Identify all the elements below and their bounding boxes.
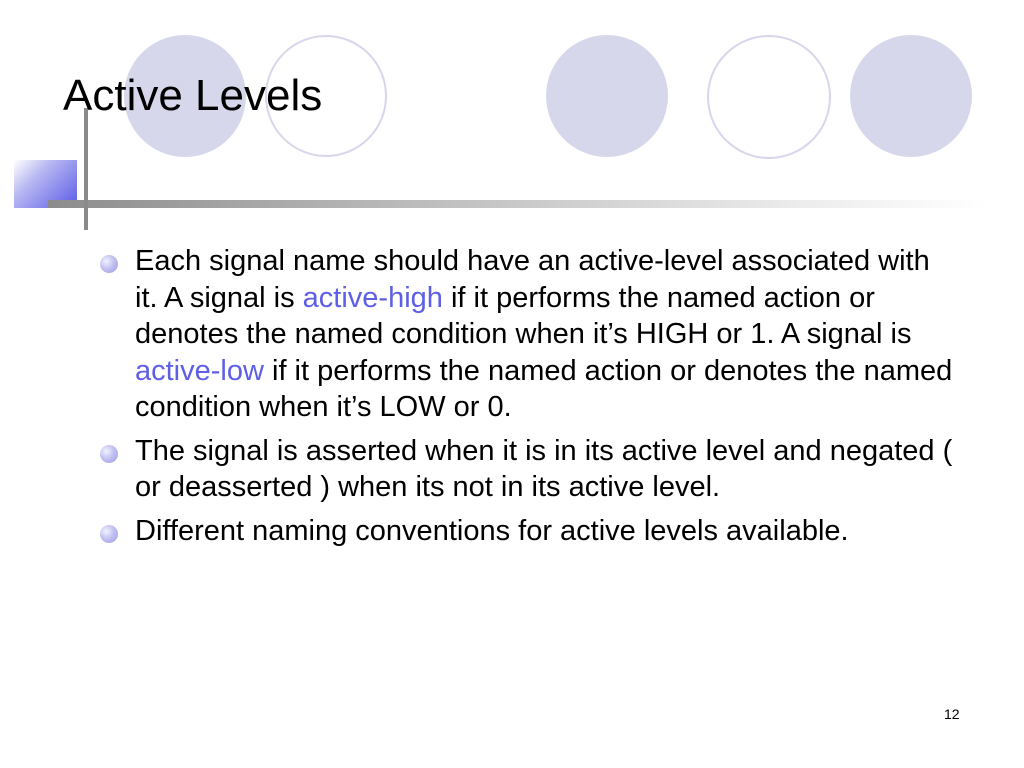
decorative-circle-filled — [850, 35, 972, 157]
bullet-text-segment: if it performs the named action or denotes the named condition when it’s HIGH or 1. A signal is — [135, 281, 912, 350]
bullet-item — [100, 513, 960, 550]
highlighted-term: active-low — [135, 354, 264, 387]
highlighted-term: active-high — [302, 281, 443, 314]
bullet-item — [100, 433, 960, 506]
bullet-text — [135, 513, 960, 550]
bullet-text-segment: The signal is asserted when it is in its active level and negated ( or deasserted ) when its not in its active level. — [135, 434, 953, 503]
slide-title: Active Levels — [63, 71, 323, 120]
bullet-text-segment: if it performs the named action or denotes the named condition when it’s LOW or 0. — [135, 354, 953, 423]
decorative-circle-filled — [546, 35, 668, 157]
title-divider-line — [48, 200, 988, 208]
vertical-accent-line — [84, 108, 88, 230]
decorative-circle-outline — [707, 35, 831, 159]
bullet-icon — [100, 255, 118, 273]
bullet-item — [100, 243, 960, 426]
page-number: 12 — [944, 706, 960, 722]
bullet-text — [135, 243, 960, 426]
bullet-text — [135, 433, 960, 506]
bullet-icon — [100, 525, 118, 543]
bullet-text-segment: Each signal name should have an active-level associated with it. A signal is — [135, 245, 930, 314]
bullet-list — [100, 243, 960, 556]
bullet-text-segment: Different naming conventions for active levels available. — [135, 514, 849, 547]
bullet-icon — [100, 445, 118, 463]
